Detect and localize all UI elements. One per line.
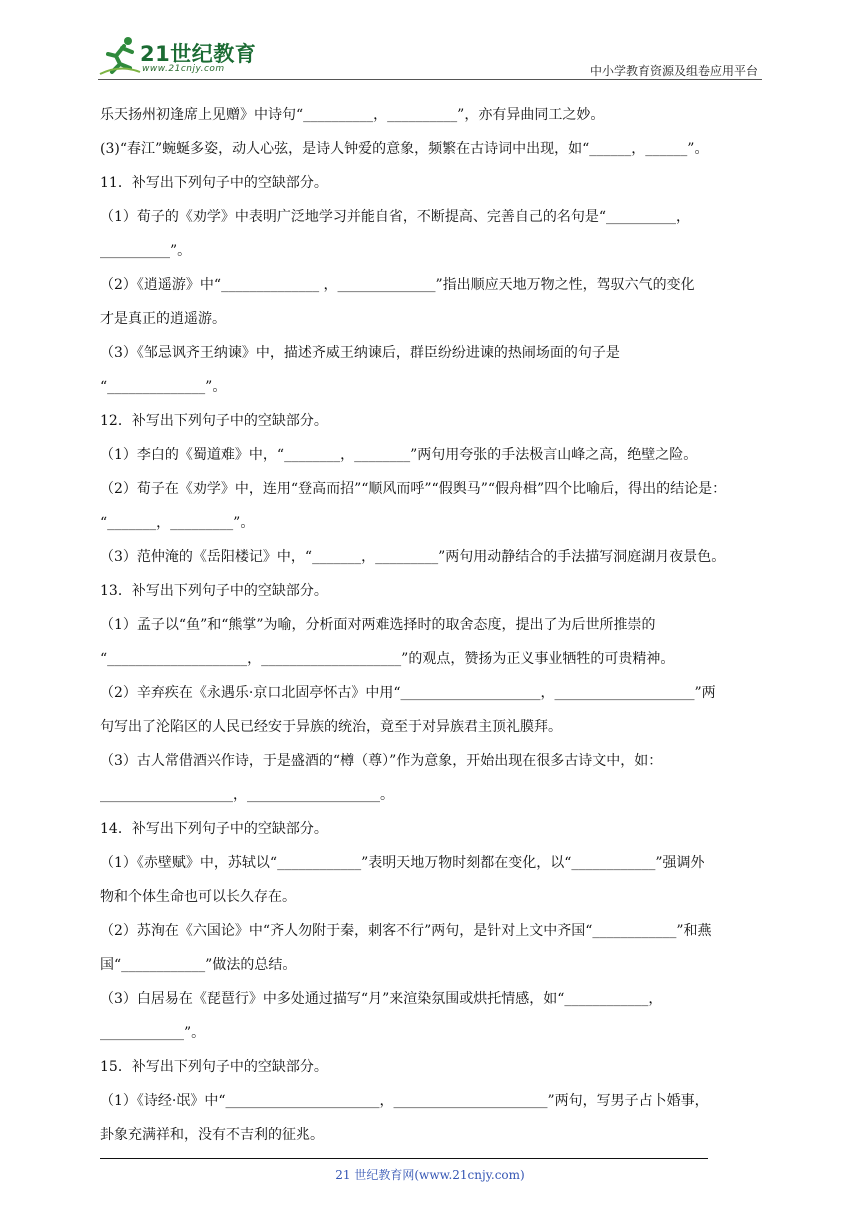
text-line: 乐天扬州初逢席上见赠》中诗句“__________，__________”，亦有异曲同工之妙。	[100, 107, 605, 123]
logo-url: www.21cnjy.com	[142, 64, 225, 74]
footer-text[interactable]: 21 世纪教育网(www.21cnjy.com)	[335, 1168, 525, 1182]
text-line: “_______，_________”。	[100, 515, 255, 531]
text-line: （2）苏洵在《六国论》中“齐人勿附于秦，刺客不行”两句，是针对上文中齐国“____________”和燕	[100, 923, 712, 939]
text-line: （2）荀子在《劝学》中，连用“登高而招”“顺风而呼”“假舆马”“假舟楫”四个比喻后，得出的结论是：	[100, 481, 727, 497]
runner-logo-icon	[98, 34, 142, 78]
platform-title: 中小学教育资源及组卷应用平台	[589, 64, 758, 78]
text-line: （1）《赤壁赋》中，苏轼以“____________”表明天地万物时刻都在变化，以“____________”强调外	[100, 855, 705, 871]
logo-text: 21世纪教育	[140, 42, 257, 66]
text-line: （3）《邹忌讽齐王纳谏》中，描述齐威王纳谏后，群臣纷纷进谏的热闹场面的句子是	[100, 345, 620, 361]
footer-divider	[100, 1158, 708, 1159]
text-line: （3）古人常借酒兴作诗，于是盛酒的“樽（尊）”作为意象，开始出现在很多古诗文中，如：	[100, 753, 663, 769]
question-heading: 13．补写出下列句子中的空缺部分。	[100, 583, 328, 599]
text-line: ___________________，___________________。	[100, 787, 394, 803]
text-line: （1）李白的《蜀道难》中，“________，________”两句用夸张的手法极言山峰之高，绝壁之险。	[100, 447, 698, 463]
question-heading: 12．补写出下列句子中的空缺部分。	[100, 413, 328, 429]
text-line: (3)“春江”蜿蜒多姿，动人心弦，是诗人钟爱的意象，频繁在古诗词中出现，如“______，______”。	[100, 141, 709, 157]
text-line: （1）荀子的《劝学》中表明广泛地学习并能自省，不断提高、完善自己的名句是“__________，	[100, 209, 691, 225]
text-line: （2）《逍遥游》中“______________ ，______________”指出顺应天地万物之性，驾驭六气的变化	[100, 277, 695, 293]
text-line: （1）《诗经·氓》中“______________________，______________________”两句，写男子占卜婚事，	[100, 1093, 709, 1109]
question-heading: 11．补写出下列句子中的空缺部分。	[100, 175, 328, 191]
text-line: 才是真正的逍遥游。	[100, 311, 226, 327]
logo	[98, 34, 258, 78]
text-line: __________”。	[100, 243, 192, 259]
text-line: （1）孟子以“鱼”和“熊掌”为喻，分析面对两难选择时的取舍态度，提出了为后世所推崇的	[100, 617, 656, 633]
text-line: ____________”。	[100, 1025, 206, 1041]
question-heading: 14．补写出下列句子中的空缺部分。	[100, 821, 328, 837]
text-line: 句写出了沦陷区的人民已经安于异族的统治，竟至于对异族君主顶礼膜拜。	[100, 719, 562, 735]
page-header	[98, 34, 762, 80]
text-line: “____________________，____________________”的观点，赞扬为正义事业牺牲的可贵精神。	[100, 651, 675, 667]
header-divider	[98, 79, 762, 80]
text-line: （2）辛弃疾在《永遇乐·京口北固亭怀古》中用“____________________，____________________”两	[100, 685, 716, 701]
text-line: （3）白居易在《琵琶行》中多处通过描写“月”来渲染氛围或烘托情感，如“____________，	[100, 991, 663, 1007]
text-line: 国“____________”做法的总结。	[100, 957, 297, 973]
text-line: （3）范仲淹的《岳阳楼记》中，“_______，_________”两句用动静结合的手法描写洞庭湖月夜景色。	[100, 549, 726, 565]
question-heading: 15．补写出下列句子中的空缺部分。	[100, 1059, 328, 1075]
text-line: “______________”。	[100, 379, 227, 395]
text-line: 卦象充满祥和，没有不吉利的征兆。	[100, 1127, 324, 1143]
text-line: 物和个体生命也可以长久存在。	[100, 889, 296, 905]
